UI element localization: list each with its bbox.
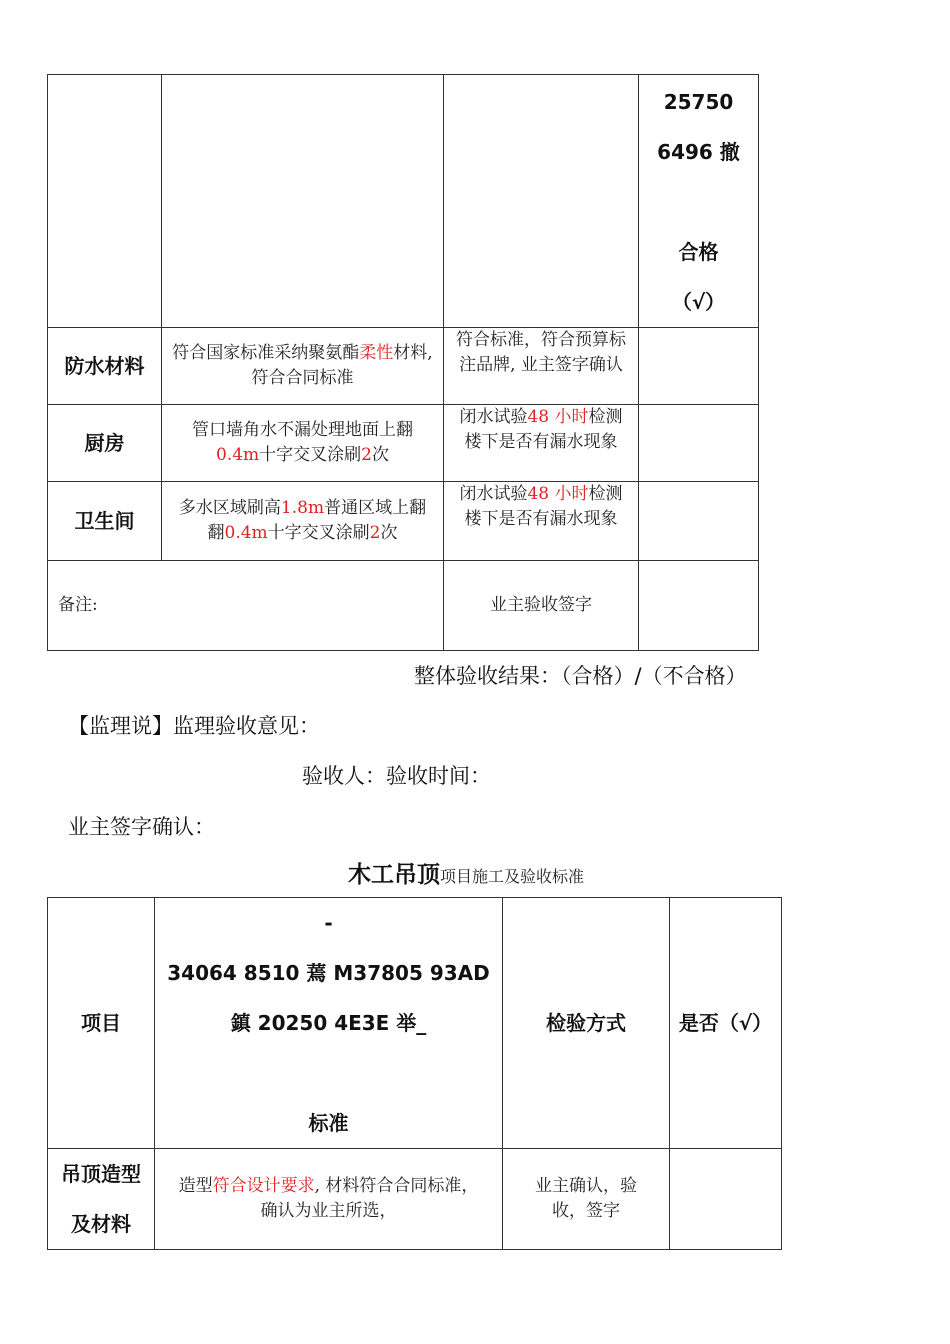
section-title-rest: 项目施工及验收标准 [440, 867, 585, 886]
acceptance-table-ceiling [47, 897, 782, 1250]
table-row [48, 405, 759, 482]
check-cell [670, 1149, 782, 1250]
code-line: 6496 撤 [657, 140, 740, 164]
method-cell: 业主确认，验收，签字 [503, 1149, 670, 1250]
header-item: 项目 [48, 898, 155, 1149]
owner-confirm: 业主签字确认： [68, 815, 215, 839]
remarks-label: 备注: [58, 595, 98, 615]
overall-result: 整体验收结果：（合格）/（不合格） [414, 664, 747, 688]
empty-cell [444, 75, 639, 328]
owner-sign-cell [639, 561, 759, 651]
empty-cell [162, 75, 444, 328]
table-row [48, 75, 759, 328]
empty-cell [48, 75, 162, 328]
section-title-bold: 木工吊顶 [348, 862, 440, 888]
check-cell [639, 482, 759, 561]
check-cell [639, 328, 759, 405]
acceptance-person: 验收人：验收时间： [302, 764, 491, 788]
table-row [48, 561, 759, 651]
owner-sign-label: 业主验收签字 [444, 561, 639, 651]
acceptance-table-waterproof [47, 74, 759, 651]
header-standard: - 34064 8510 蔫 M37805 93AD 鎮 20250 4E3E 举_ 标准 [155, 898, 503, 1149]
status-cell [639, 75, 759, 328]
table-row [48, 482, 759, 561]
item-label: 厨房 [48, 405, 162, 482]
standard-cell: 管口墙角水不漏处理地面上翻 0.4m十字交叉涂刷2次 [162, 405, 444, 482]
standard-cell: 造型符合设计要求, 材料符合合同标准，确认为业主所选， [155, 1149, 503, 1250]
supervisor-opinion: 【监理说】监理验收意见： [68, 714, 320, 738]
method-cell: 符合标准，符合预算标注品牌, 业主签字确认 [444, 328, 639, 405]
method-cell: 闭水试验48 小时检测楼下是否有漏水现象 [444, 405, 639, 482]
table-row [48, 1149, 782, 1250]
item-label: 防水材料 [48, 328, 162, 405]
header-method: 检验方式 [503, 898, 670, 1149]
standard-cell: 多水区域刷高1.8m普通区域上翻 翻0.4m十字交叉涂刷2次 [162, 482, 444, 561]
method-cell: 闭水试验48 小时检测楼下是否有漏水现象 [444, 482, 639, 561]
header-yes-no: 是否（√） [670, 898, 782, 1149]
check-mark: （√） [671, 290, 726, 314]
table-row [48, 328, 759, 405]
item-label: 吊顶造型 及材料 [48, 1149, 155, 1250]
check-cell [639, 405, 759, 482]
item-label: 卫生间 [48, 482, 162, 561]
code-line: 25750 [663, 90, 734, 114]
table-header-row [48, 898, 782, 1149]
remarks-cell [48, 561, 444, 651]
standard-cell: 符合国家标准采纳聚氨酯柔性材料, 符合合同标准 [162, 328, 444, 405]
status-text: 合格 [678, 240, 719, 264]
section-title [348, 856, 584, 889]
